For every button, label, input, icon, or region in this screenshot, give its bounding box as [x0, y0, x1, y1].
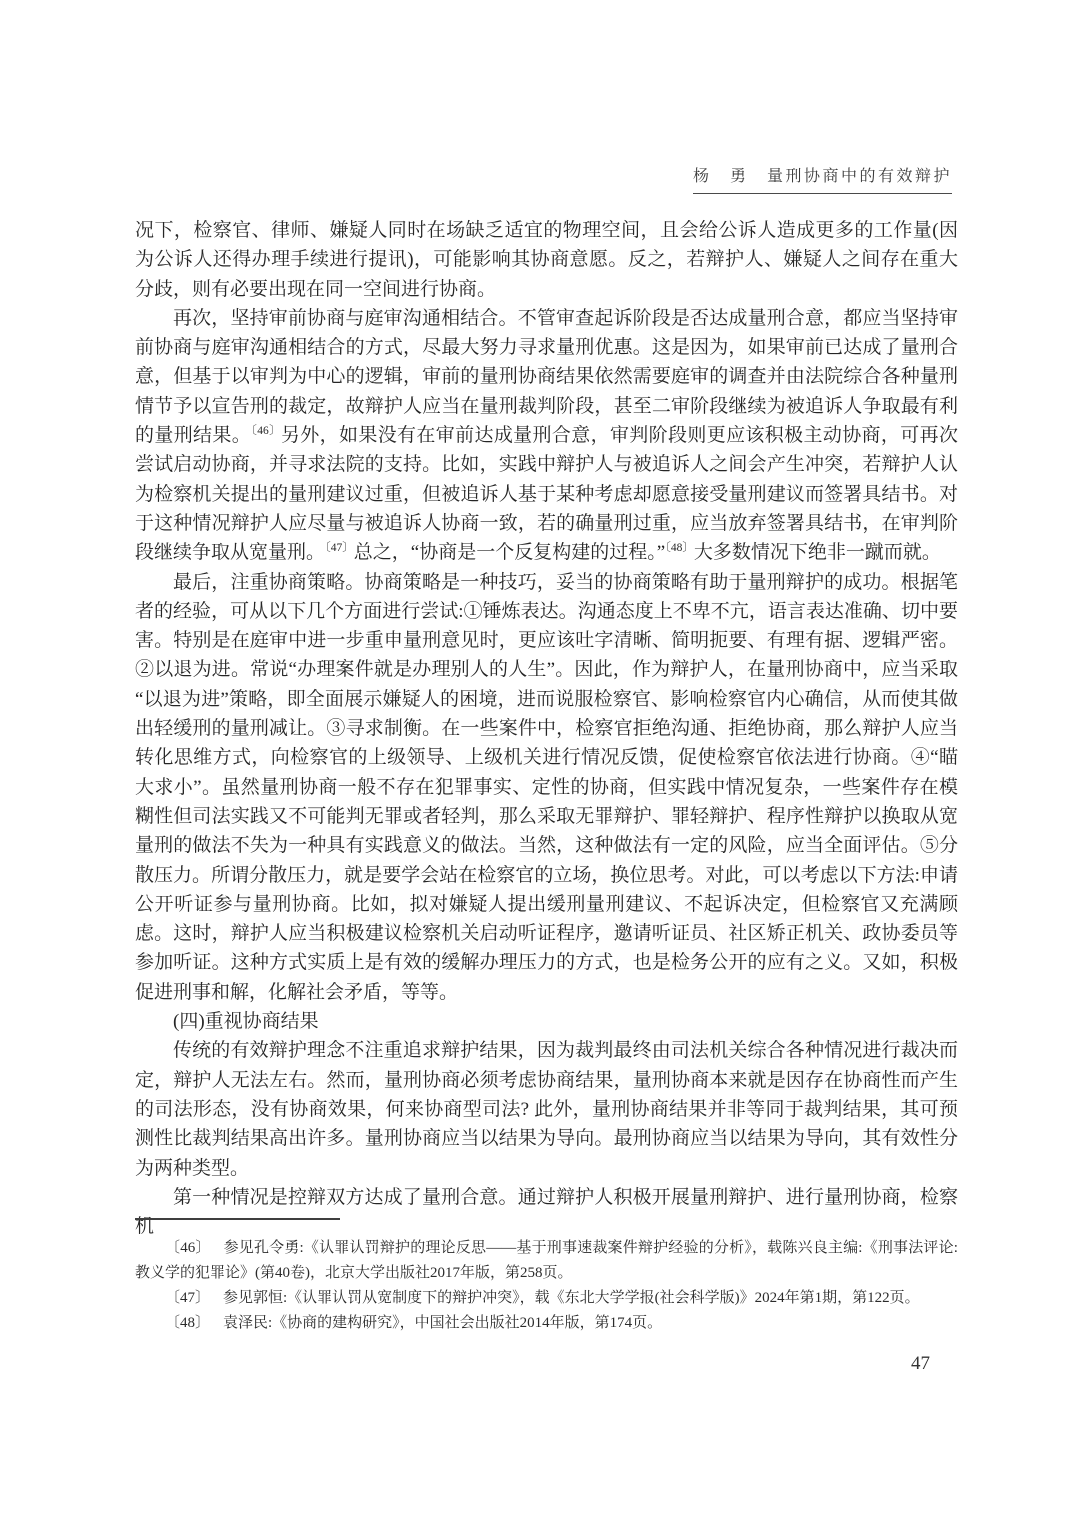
- running-title: 杨 勇 量刑协商中的有效辩护: [693, 163, 952, 194]
- footnotes-list: [135, 1236, 958, 1336]
- footnote-ref: 〔48〕: [665, 542, 694, 555]
- article-body: [135, 216, 958, 1241]
- footnote-ref: 〔47〕: [325, 542, 354, 555]
- paragraph: 最后，注重协商策略。协商策略是一种技巧，妥当的协商策略有助于量刑辩护的成功。根据笔者的经验，可从以下几个方面进行尝试:①锤炼表达。沟通态度上不卑不亢，语言表达准确、切中要害。特别是在庭审中进一步重申量刑意见时，更应该吐字清晰、简明扼要、有理有据、逻辑严密。②以退为进。常说“办理案件就是办理别人的人生”。因此，作为辩护人，在量刑协商中，应当采取“以退为进”策略，即全面展示嫌疑人的困境，进而说服检察官、影响检察官内心确信，从而使其做出轻缓刑的量刑减让。③寻求制衡。在一些案件中，检察官拒绝沟通、拒绝协商，那么辩护人应当转化思维方式，向检察官的上级领导、上级机关进行情况反馈，促使检察官依法进行协商。④“瞄大求小”。虽然量刑协商一般不存在犯罪事实、定性的协商，但实践中情况复杂，一些案件存在模糊性但司法实践又不可能判无罪或者轻判，那么采取无罪辩护、罪轻辩护、程序性辩护以换取从宽量刑的做法不失为一种具有实践意义的做法。当然，这种做法有一定的风险，应当全面评估。⑤分散压力。所谓分散压力，就是要学会站在检察官的立场，换位思考。对此，可以考虑以下方法:申请公开听证参与量刑协商。比如，拟对嫌疑人提出缓刑量刑建议、不起诉决定，但检察官又充满顾虑。这时，辩护人应当积极建议检察机关启动听证程序，邀请听证员、社区矫正机关、政协委员等参加听证。这种方式实质上是有效的缓解办理压力的方式，也是检务公开的应有之义。又如，积极促进刑事和解，化解社会矛盾，等等。: [135, 571, 958, 1003]
- footnotes-section: [135, 1218, 958, 1336]
- footnote-marker: 〔46〕: [165, 1240, 211, 1256]
- paragraph: 第一种情况是控辩双方达成了量刑合意。通过辩护人积极开展量刑辩护、进行量刑协商，检察机: [135, 1186, 958, 1238]
- paragraph: 传统的有效辩护理念不注重追求辩护结果，因为裁判最终由司法机关综合各种情况进行裁决而定，辩护人无法左右。然而，量刑协商必须考虑协商结果，量刑协商本来就是因存在协商性而产生的司法形态，没有协商效果，何来协商型司法? 此外，量刑协商结果并非等同于裁判结果，其可预测性比裁判结果高出许多。量刑协商应当以结果为导向。最刑协商应当以结果为导向，其有效性分为两种类型。: [135, 1040, 958, 1179]
- footnote: 〔47〕 参见郭恒:《认罪认罚从宽制度下的辩护冲突》，载《东北大学学报(社会科学版)》2024年第1期，第122页。: [165, 1290, 920, 1306]
- footnote: 〔46〕 参见孔令勇:《认罪认罚辩护的理论反思——基于刑事速裁案件辩护经验的分析》，载陈兴良主编:《刑事法评论:教义学的犯罪论》(第40卷)，北京大学出版社2017年版，第258页。: [135, 1240, 958, 1281]
- paragraph: 况下，检察官、律师、嫌疑人同时在场缺乏适宜的物理空间，且会给公诉人造成更多的工作量(因为公诉人还得办理手续进行提讯)，可能影响其协商意愿。反之，若辩护人、嫌疑人之间存在重大分歧，则有必要出现在同一空间进行协商。: [135, 220, 958, 300]
- footnote-separator: [135, 1218, 340, 1220]
- footnote-ref: 〔46〕: [251, 425, 281, 438]
- footnote: 〔48〕 袁泽民:《协商的建构研究》，中国社会出版社2014年版，第174页。: [165, 1315, 663, 1331]
- section-heading: (四)重视协商结果: [173, 1011, 319, 1033]
- paragraph: 再次，坚持审前协商与庭审沟通相结合。不管审查起诉阶段是否达成量刑合意，都应当坚持审前协商与庭审沟通相结合的方式，尽最大努力寻求量刑优惠。这是因为，如果审前已达成了量刑合意，但基于以审判为中心的逻辑，审前的量刑协商结果依然需要庭审的调查并由法院综合各种量刑情节予以宣告刑的裁定，故辩护人应当在量刑裁判阶段，甚至二审阶段继续为被追诉人争取最有利的量刑结果。$^{〔46〕}$另外，如果没有在审前达成量刑合意，审判阶段则更应该积极主动协商，可再次尝试启动协商，并寻求法院的支持。比如，实践中辩护人与被追诉人之间会产生冲突，若辩护人认为检察机关提出的量刑建议过重，但被追诉人基于某种考虑却愿意接受量刑建议而签署具结书。对于这种情况辩护人应尽量与被追诉人协商一致，若的确量刑过重，应当放弃签署具结书，在审判阶段继续争取从宽量刑。$^{〔47〕}$总之，“协商是一个反复构建的过程。”$^{〔48〕}$大多数情况下绝非一蹴而就。: [135, 307, 958, 564]
- page-number: 47: [911, 1353, 930, 1374]
- footnote-marker: 〔47〕: [165, 1290, 211, 1306]
- footnote-marker: 〔48〕: [165, 1315, 211, 1331]
